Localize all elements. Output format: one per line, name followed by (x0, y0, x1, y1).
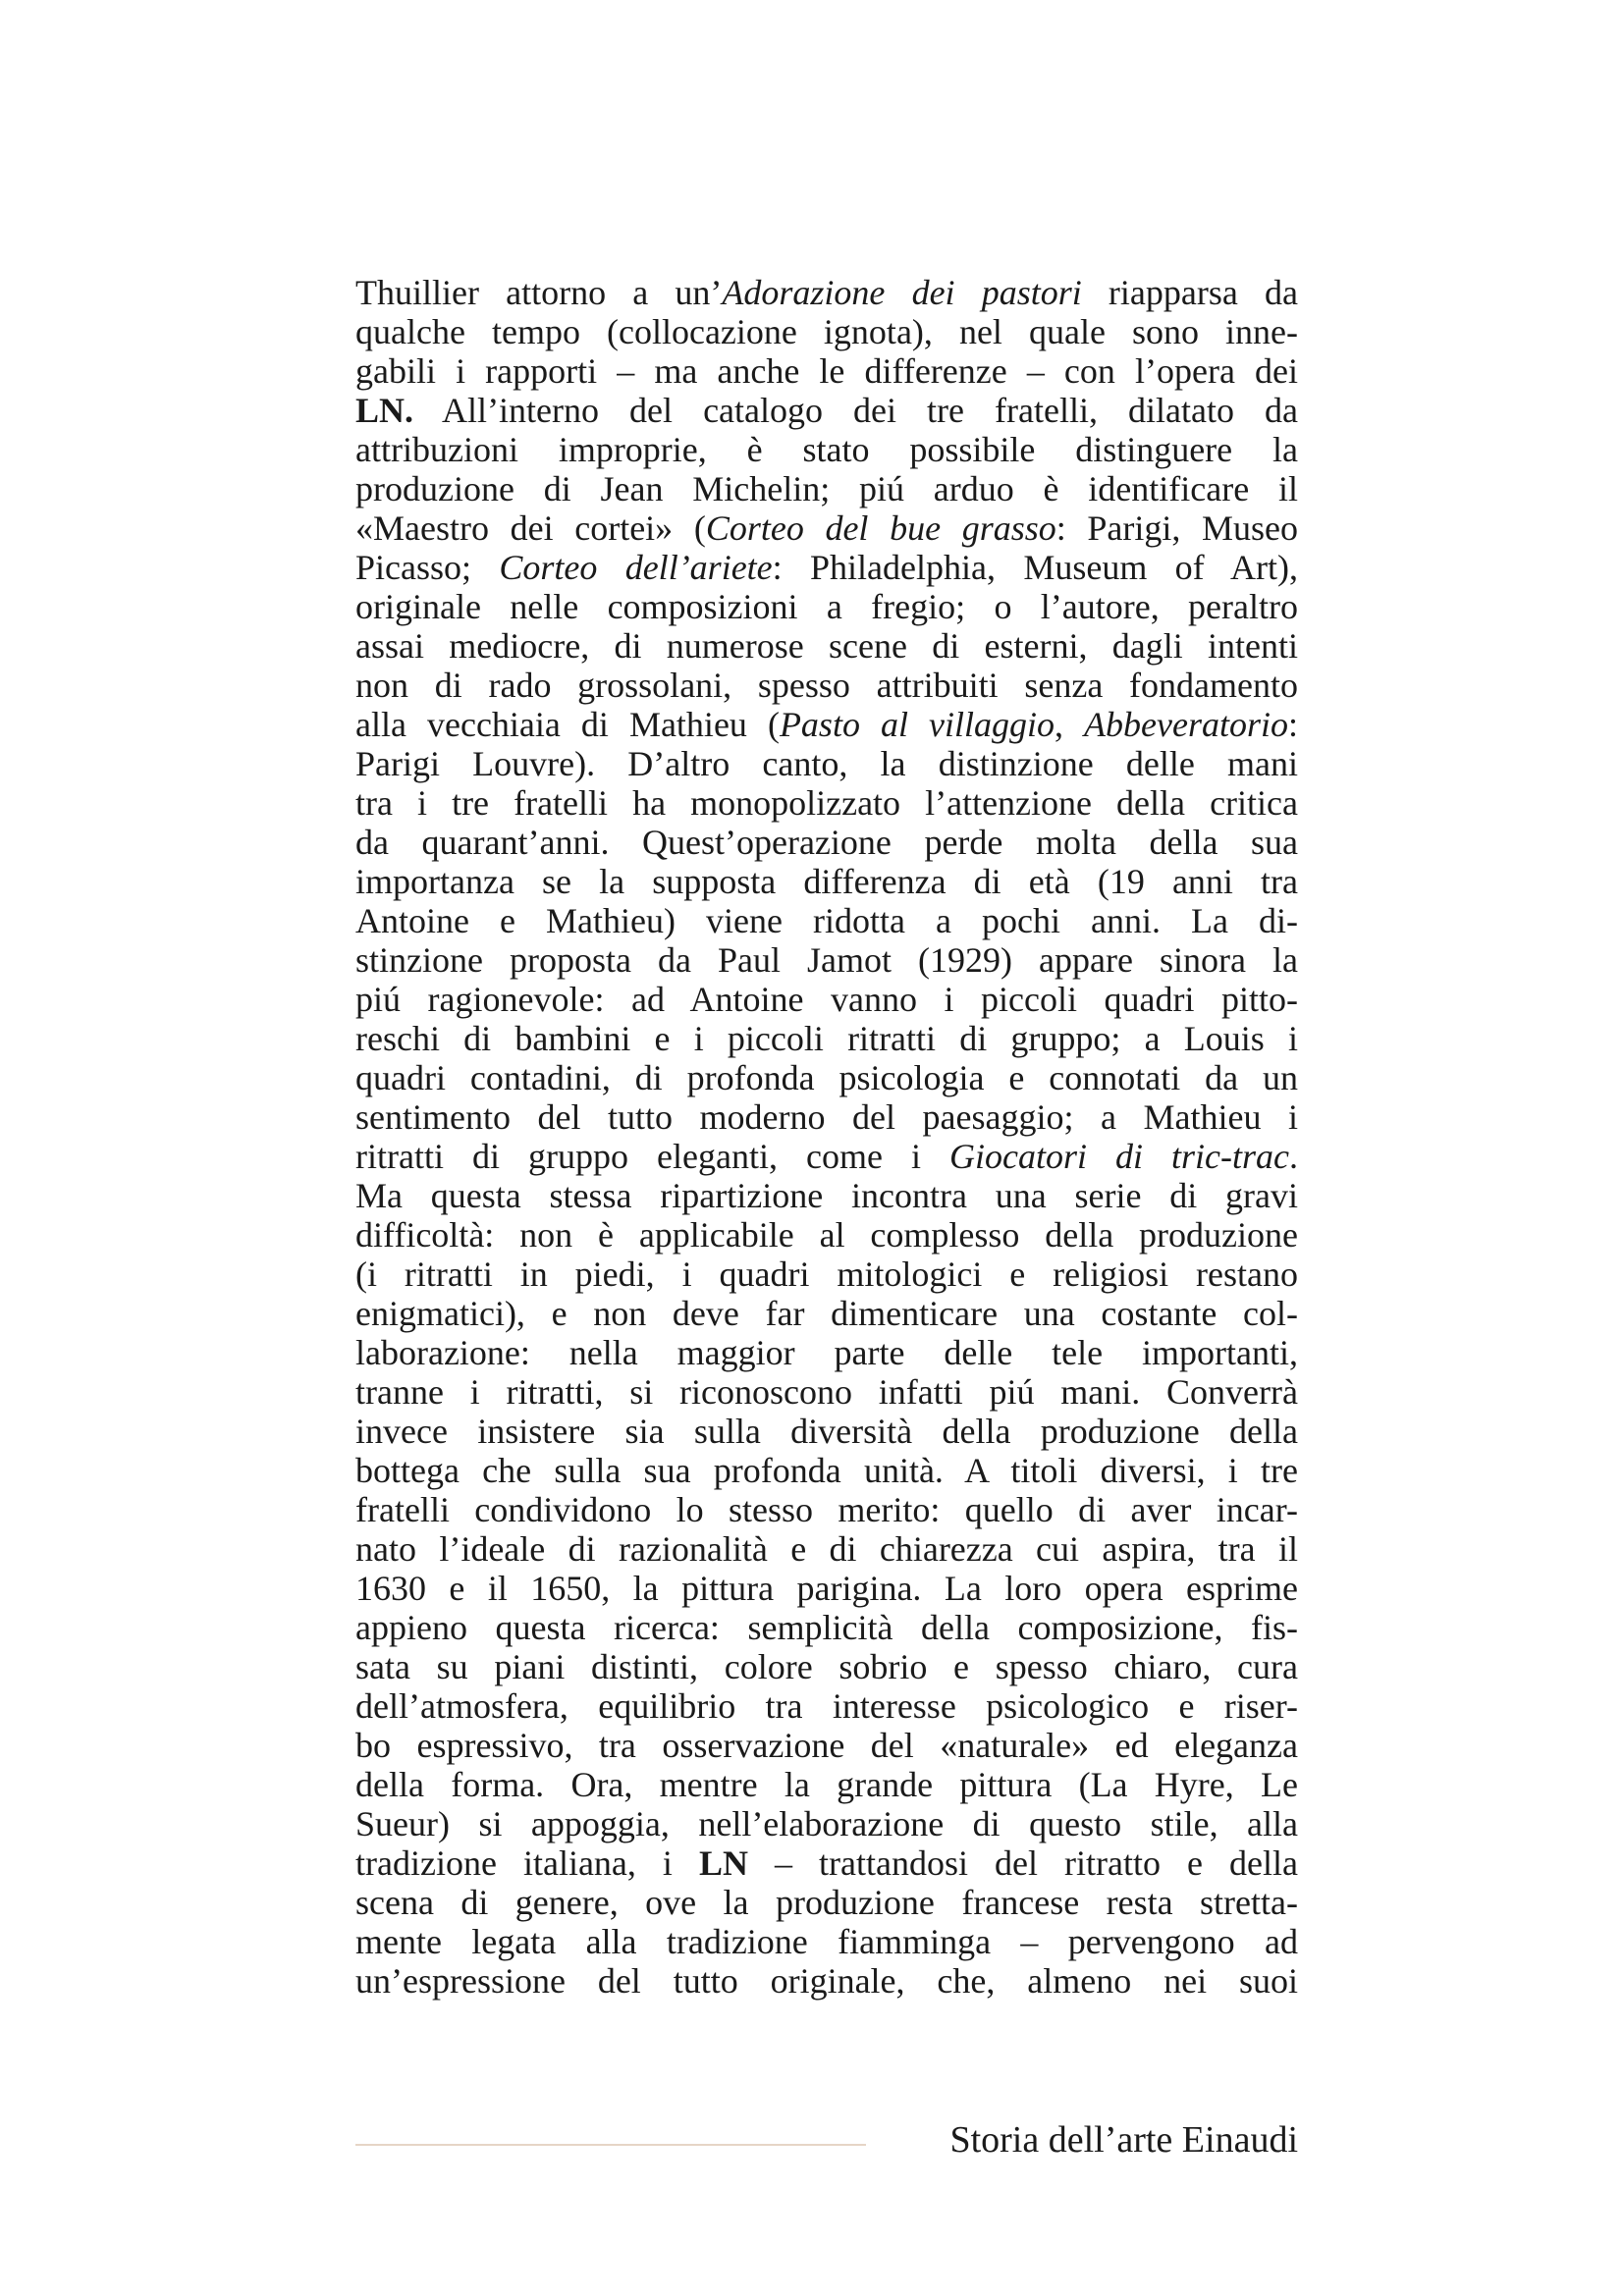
text-segment: : Philadelphia, Museum of Art), (772, 548, 1298, 587)
text-segment: assai mediocre, di numerose scene di esterni, dagli intenti (355, 626, 1298, 666)
text-segment: Ma questa stessa ripartizione incontra una serie di gravi (355, 1176, 1298, 1215)
italic-title: Adorazione dei pastori (722, 273, 1082, 312)
text-segment: enigmatici), e non deve far dimenticare una costante col- (355, 1294, 1298, 1333)
text-segment: della forma. Ora, mentre la grande pittura (La Hyre, Le (355, 1765, 1298, 1804)
text-line (355, 1569, 1298, 1608)
text-segment: stinzione proposta da Paul Jamot (1929) appare sinora la (355, 940, 1298, 980)
text-segment: bottega che sulla sua profonda unità. A titoli diversi, i tre (355, 1451, 1298, 1490)
text-segment: : (1287, 705, 1298, 744)
body-text (355, 273, 1298, 2001)
text-line (355, 1608, 1298, 1647)
text-line (355, 312, 1298, 351)
text-line (355, 1333, 1298, 1372)
text-segment: Picasso; (355, 548, 500, 587)
text-segment: invece insistere sia sulla diversità della produzione della (355, 1412, 1298, 1451)
text-segment: un’espressione del tutto originale, che, almeno nei suoi (355, 1961, 1298, 2001)
text-segment: tranne i ritratti, si riconoscono infatti piú mani. Converrà (355, 1372, 1298, 1412)
text-line (355, 1137, 1298, 1176)
text-segment: gabili i rapporti – ma anche le differenze – con l’opera dei (355, 351, 1298, 391)
italic-title: Abbeveratorio (1084, 705, 1288, 744)
text-segment: laborazione: nella maggior parte delle tele importanti, (355, 1333, 1298, 1372)
text-line (355, 1765, 1298, 1804)
text-line (355, 980, 1298, 1019)
text-line (355, 430, 1298, 469)
text-line (355, 351, 1298, 391)
text-segment: , (1055, 705, 1085, 744)
text-segment: : Parigi, Museo (1055, 508, 1298, 548)
text-segment: qualche tempo (collocazione ignota), nel quale sono inne- (355, 312, 1298, 351)
text-segment: All’interno del catalogo dei tre fratelli, dilatato da (413, 391, 1298, 430)
text-segment: ritratti di gruppo eleganti, come i (355, 1137, 949, 1176)
footer-rule (355, 2144, 866, 2146)
text-segment: sentimento del tutto moderno del paesaggio; a Mathieu i (355, 1097, 1298, 1137)
text-segment: difficoltà: non è applicabile al complesso della produzione (355, 1215, 1298, 1255)
text-line (355, 508, 1298, 548)
text-line (355, 1255, 1298, 1294)
text-segment: Antoine e Mathieu) viene ridotta a pochi anni. La di- (355, 901, 1298, 940)
text-line (355, 1726, 1298, 1765)
text-line (355, 1843, 1298, 1883)
text-segment: Sueur) si appoggia, nell’elaborazione di questo stile, alla (355, 1804, 1298, 1843)
text-line (355, 1804, 1298, 1843)
text-line (355, 1647, 1298, 1686)
text-line (355, 391, 1298, 430)
italic-title: Giocatori di tric-trac (949, 1137, 1290, 1176)
text-segment: Thuillier attorno a un’ (355, 273, 723, 312)
text-line (355, 587, 1298, 626)
text-line (355, 273, 1298, 312)
text-segment: . (1289, 1137, 1299, 1176)
text-line (355, 862, 1298, 901)
text-line (355, 1215, 1298, 1255)
text-segment: alla vecchiaia di Mathieu ( (355, 705, 780, 744)
italic-title: Corteo del bue grasso (705, 508, 1056, 548)
text-line (355, 1412, 1298, 1451)
text-segment: 1630 e il 1650, la pittura parigina. La loro opera esprime (355, 1569, 1298, 1608)
text-segment: sata su piani distinti, colore sobrio e spesso chiaro, cura (355, 1647, 1298, 1686)
text-line (355, 1961, 1298, 2001)
text-line (355, 548, 1298, 587)
text-line (355, 1372, 1298, 1412)
text-line (355, 1451, 1298, 1490)
text-line (355, 626, 1298, 666)
text-segment: appieno questa ricerca: semplicità della composizione, fis- (355, 1608, 1298, 1647)
text-line (355, 1058, 1298, 1097)
text-line (355, 1019, 1298, 1058)
text-segment: tradizione italiana, i (355, 1843, 699, 1883)
text-line (355, 1490, 1298, 1529)
text-line (355, 1097, 1298, 1137)
text-segment: riapparsa da (1081, 273, 1299, 312)
text-segment: mente legata alla tradizione fiamminga – pervengono ad (355, 1922, 1298, 1961)
text-segment: Parigi Louvre). D’altro canto, la distinzione delle mani (355, 744, 1298, 783)
text-line (355, 1922, 1298, 1961)
bold-abbreviation: LN (698, 1843, 748, 1883)
text-segment: da quarant’anni. Quest’operazione perde molta della sua (355, 823, 1298, 862)
text-line (355, 1294, 1298, 1333)
text-line (355, 823, 1298, 862)
text-segment: scena di genere, ove la produzione francese resta stretta- (355, 1883, 1298, 1922)
text-line (355, 1176, 1298, 1215)
text-line (355, 666, 1298, 705)
text-segment: attribuzioni improprie, è stato possibile distinguere la (355, 430, 1298, 469)
text-segment: importanza se la supposta differenza di età (19 anni tra (355, 862, 1298, 901)
italic-title: Pasto al villaggio (779, 705, 1055, 744)
bold-abbreviation: LN. (355, 391, 414, 430)
text-segment: (i ritratti in piedi, i quadri mitologici e religiosi restano (355, 1255, 1298, 1294)
page-footer (355, 2110, 1298, 2169)
text-line (355, 940, 1298, 980)
text-segment: «Maestro dei cortei» ( (355, 508, 706, 548)
text-segment: reschi di bambini e i piccoli ritratti di gruppo; a Louis i (355, 1019, 1298, 1058)
text-segment: – trattandosi del ritratto e della (747, 1843, 1298, 1883)
text-line (355, 1529, 1298, 1569)
footer-title: Storia dell’arte Einaudi (949, 2119, 1298, 2161)
text-segment: dell’atmosfera, equilibrio tra interesse psicologico e riser- (355, 1686, 1298, 1726)
text-segment: originale nelle composizioni a fregio; o l’autore, peraltro (355, 587, 1298, 626)
text-line (355, 705, 1298, 744)
text-line (355, 1883, 1298, 1922)
text-segment: piú ragionevole: ad Antoine vanno i piccoli quadri pitto- (355, 980, 1298, 1019)
text-segment: non di rado grossolani, spesso attribuiti senza fondamento (355, 666, 1298, 705)
text-segment: quadri contadini, di profonda psicologia e connotati da un (355, 1058, 1298, 1097)
text-segment: bo espressivo, tra osservazione del «naturale» ed eleganza (355, 1726, 1298, 1765)
italic-title: Corteo dell’ariete (499, 548, 773, 587)
text-segment: produzione di Jean Michelin; piú arduo è identificare il (355, 469, 1298, 508)
text-line (355, 783, 1298, 823)
text-line (355, 901, 1298, 940)
text-segment: nato l’ideale di razionalità e di chiarezza cui aspira, tra il (355, 1529, 1298, 1569)
text-segment: tra i tre fratelli ha monopolizzato l’attenzione della critica (355, 783, 1298, 823)
text-segment: fratelli condividono lo stesso merito: quello di aver incar- (355, 1490, 1298, 1529)
text-line (355, 744, 1298, 783)
text-line (355, 1686, 1298, 1726)
text-line (355, 469, 1298, 508)
